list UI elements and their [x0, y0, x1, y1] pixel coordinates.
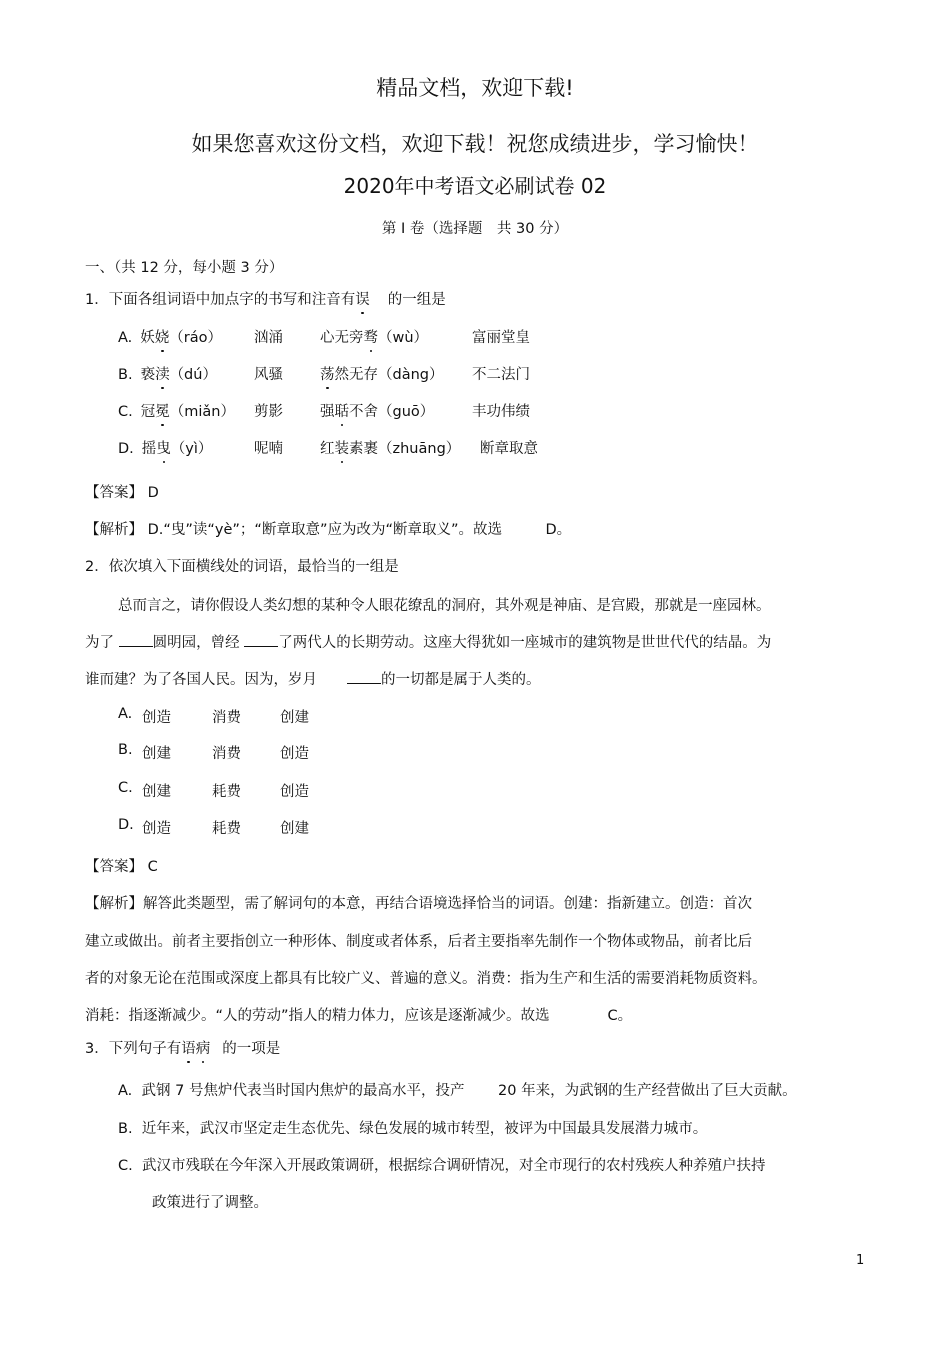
q2-option-b-2: 消费	[212, 746, 241, 762]
q2-option-a-label: A.	[118, 706, 133, 722]
q2-analysis-line2: 建立或做出。前者主要指创立一种形体、制度或者体系，后者主要指率先制作一个物体或物品，前者比后	[85, 934, 752, 950]
q1-option-c: C. 冠冕（miǎn）	[118, 400, 235, 421]
q3-stem: 3．下列句子有语病 的一项是	[85, 1037, 280, 1058]
q1-analysis: 【解析】 D.“曳”读“yè”；“断章取意”应为改为“断章取义”。故选 D。	[85, 522, 572, 538]
q1-option-b-word2: 风骚	[254, 367, 283, 383]
q1-option-d-word2: 呢喃	[254, 441, 283, 457]
blank-2	[244, 634, 278, 647]
q2-passage-line1: 总而言之，请你假设人类幻想的某种令人眼花缭乱的洞府，其外观是神庙、是宫殿，那就是一座园林。	[118, 598, 771, 614]
q3-option-c-continued: 政策进行了调整。	[152, 1195, 268, 1211]
q1-option-d-word3: 红装素裹（zhuāng）	[320, 437, 460, 458]
q1-answer: 【答案】 D	[85, 485, 159, 501]
q2-answer: 【答案】 C	[85, 859, 158, 875]
blank-3	[347, 671, 381, 684]
q2-option-c-label: C.	[118, 780, 133, 796]
q3-option-b: B. 近年来，武汉市坚定走生态优先、绿色发展的城市转型，被评为中国最具发展潜力城市。	[118, 1121, 708, 1137]
q2-option-b-1: 创建	[142, 746, 171, 762]
exam-title: 2020年中考语文必刷试卷 02	[343, 174, 607, 198]
q1-option-a-word4: 富丽堂皇	[472, 330, 530, 346]
q1-option-b-word3: 荡然无存（dàng）	[320, 363, 443, 384]
q2-option-c-3: 创造	[280, 784, 309, 800]
q3-option-a: A. 武钢 7 号焦炉代表当时国内焦炉的最高水平，投产 20 年来，为武钢的生产经营做出了巨大贡献。	[118, 1083, 797, 1099]
q2-option-b-3: 创造	[280, 746, 309, 762]
section-heading: 一、（共 12 分，每小题 3 分）	[85, 260, 284, 276]
exam-part: 第 I 卷（选择题 共 30 分）	[381, 221, 569, 237]
q1-option-c-word4: 丰功伟绩	[472, 404, 530, 420]
q2-option-a-3: 创建	[280, 710, 309, 726]
q2-passage-line3: 谁而建？为了各国人民。因为，岁月 的一切都是属于人类的。	[85, 672, 541, 688]
q2-stem: 2．依次填入下面横线处的词语，最恰当的一组是	[85, 559, 399, 575]
q1-option-a: A. 妖娆（ráo）	[118, 326, 222, 347]
q2-option-c-2: 耗费	[212, 784, 241, 800]
q1-option-d: D. 摇曳（yì）	[118, 437, 212, 458]
q1-option-b-word4: 不二法门	[472, 367, 530, 383]
q2-passage-line2: 为了 圆明园，曾经 了两代人的长期劳动。这座大得犹如一座城市的建筑物是世世代代的结晶。为	[85, 635, 772, 651]
q1-option-a-word3: 心无旁骛（wù）	[320, 326, 428, 347]
q2-option-d-1: 创造	[142, 821, 171, 837]
header-subtitle: 如果您喜欢这份文档，欢迎下载！祝您成绩进步，学习愉快！	[191, 132, 759, 156]
q1-stem: 1．下面各组词语中加点字的书写和注音有误 的一组是	[85, 288, 446, 309]
q2-analysis-line4: 消耗：指逐渐减少。“人的劳动”指人的精力体力，应该是逐渐减少。故选 C。	[85, 1008, 633, 1024]
q1-option-c-word2: 剪影	[254, 404, 283, 420]
q2-analysis-line1: 【解析】解答此类题型，需了解词句的本意，再结合语境选择恰当的词语。创建：指新建立。创造：首次	[85, 896, 752, 912]
q2-option-d-label: D.	[118, 817, 134, 833]
q1-option-d-word4: 断章取意	[480, 441, 538, 457]
q2-option-c-1: 创建	[142, 784, 171, 800]
q2-option-b-label: B.	[118, 742, 133, 758]
blank-1	[119, 634, 153, 647]
q1-option-c-word3: 强聒不舍（guō）	[320, 400, 434, 421]
page-number: 1	[856, 1253, 865, 1268]
q1-option-b: B. 亵渎（dú）	[118, 363, 217, 384]
q2-option-a-2: 消费	[212, 710, 241, 726]
q2-option-a-1: 创造	[142, 710, 171, 726]
q2-option-d-3: 创建	[280, 821, 309, 837]
header-title: 精品文档，欢迎下载!	[376, 76, 574, 100]
q1-option-a-word2: 汹涌	[254, 330, 283, 346]
q2-analysis-line3: 者的对象无论在范围或深度上都具有比较广义、普遍的意义。消费：指为生产和生活的需要消耗物质资料。	[85, 971, 767, 987]
q2-option-d-2: 耗费	[212, 821, 241, 837]
q3-option-c: C. 武汉市残联在今年深入开展政策调研，根据综合调研情况，对全市现行的农村残疾人种养殖户扶持	[118, 1158, 766, 1174]
